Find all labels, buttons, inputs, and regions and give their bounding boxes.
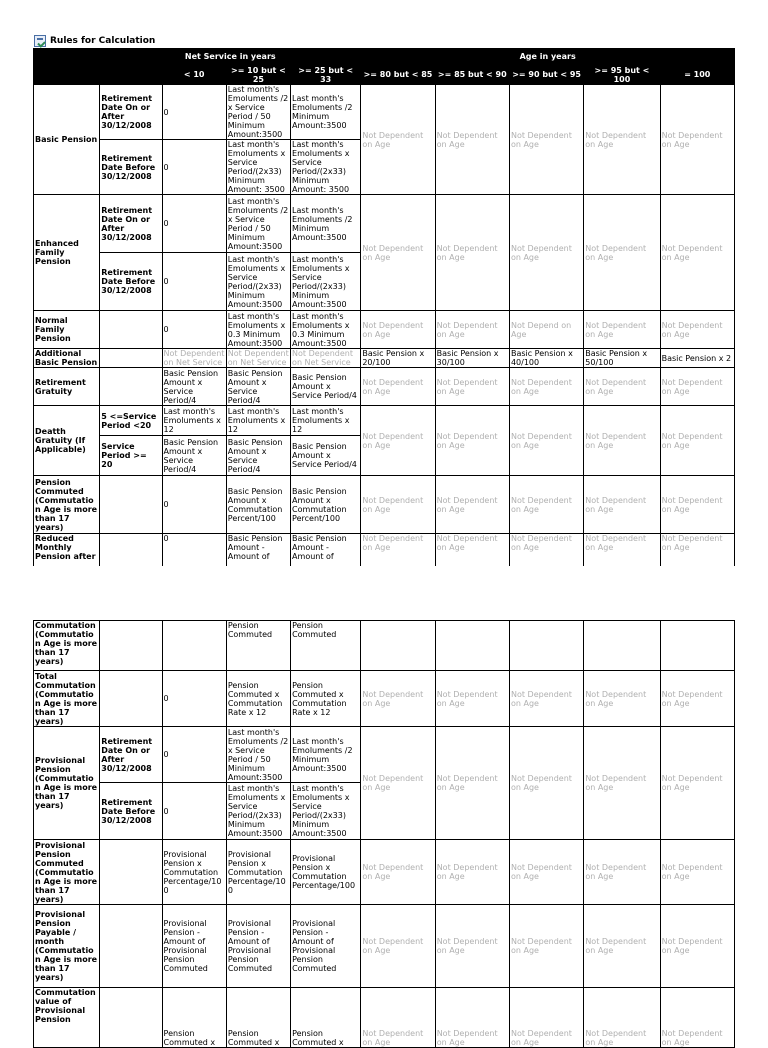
cell (100, 988, 162, 1048)
cell-na: Not Dependent on Age (660, 85, 734, 195)
cell-na: Not Dependent on Age (361, 988, 435, 1048)
cell (100, 621, 162, 671)
cell-na: Not Dependent on Age (510, 988, 584, 1048)
cell-na: Not Dependent on Age (509, 534, 583, 574)
cell-na: Not Dependent on Net Service (291, 349, 361, 368)
col-header: >= 95 but < 100 (584, 65, 660, 85)
cell-na: Not Dependent on Net Service (227, 349, 289, 367)
cell-na: Not Dependent on Age (510, 727, 584, 840)
cell-na: Not Dependent on Age (584, 727, 660, 840)
cell: 0 (162, 253, 226, 311)
rules-table-continued (33, 620, 735, 1048)
col-header: >= 25 but < 33 (291, 65, 361, 85)
cell-na: Not Dependent on Net Service (163, 349, 225, 367)
cell (435, 621, 509, 671)
cell: Basic Pension Amount x Service Period/4 (291, 436, 361, 476)
cell-na: Not Dependent on Age (510, 671, 584, 727)
row-label-death-gratuity: Deatth Gratuity (If Applicable) (34, 406, 100, 476)
cell-na: Not Dependent on Age (361, 905, 435, 988)
cell (100, 368, 162, 406)
cell (100, 905, 162, 988)
cell-na: Not Dependent on Age (584, 905, 660, 988)
cell: Last month's Emoluments x Service Period/(2x33) Minimum Amount: 3500 (226, 140, 290, 195)
cell-na: Not Dependent on Age (361, 840, 435, 905)
page-title (34, 33, 155, 49)
cell-na: Not Dependent on Age (584, 368, 660, 406)
cell-na: Not Dependent on Age (584, 311, 660, 349)
cell: Basic Pension Amount x Commutation Percent/100 (291, 476, 361, 534)
cell-na: Not Dependent on Age (361, 534, 435, 574)
cell: 0 (162, 476, 226, 534)
cell-na: Not Dependent on Age (660, 195, 734, 311)
row-label-comm-value: Commutation value of Provisional Pension (34, 988, 100, 1048)
cell-na: Not Depend on Age (509, 311, 583, 349)
cell: Last month's Emoluments x Service Period/(2x33) Minimum Amount: 3500 (291, 140, 361, 195)
cell-na: Not Dependent on Age (435, 534, 509, 574)
sub-label: Retirement Date On or After 30/12/2008 (100, 85, 162, 140)
sub-label: Retirement Date Before 30/12/2008 (100, 783, 162, 840)
cell: 0 (162, 727, 226, 783)
cell-na: Not Dependent on Age (509, 85, 583, 195)
cell-na: Not Dependent on Age (435, 476, 509, 534)
cell: Last month's Emoluments x Service Period/(2x33) Minimum Amount:3500 (291, 253, 361, 311)
row-label-prov-payable: Provisional Pension Payable / month (Commutation Age is more than 17 years) (34, 905, 100, 988)
cell: Last month's Emoluments x Service Period/(2x33) Minimum Amount:3500 (226, 253, 290, 311)
cell-na: Not Dependent on Age (660, 671, 734, 727)
cell-na: Not Dependent on Age (435, 406, 509, 476)
cell-na: Not Dependent on Age (584, 840, 660, 905)
cell: Basic Pension Amount x Service Period/4 (162, 368, 226, 406)
age-header: Age in years (361, 49, 735, 65)
calculator-icon (34, 35, 46, 47)
cell-na: Not Dependent on Age (435, 368, 509, 406)
cell (100, 476, 162, 534)
cell-na: Not Dependent on Age (584, 671, 660, 727)
cell: Last month's Emoluments x 12 (291, 406, 361, 436)
cell: 0 (162, 195, 226, 253)
cell: Basic Pension x 2 (660, 349, 734, 368)
net-service-header: Net Service in years (100, 49, 361, 65)
sub-label: Retirement Date Before 30/12/2008 (100, 140, 162, 195)
cell (584, 621, 660, 671)
row-label-enhanced: Enhanced Family Pension (34, 195, 100, 311)
col-header: >= 80 but < 85 (361, 65, 435, 85)
cell: Last month's Emoluments /2 Minimum Amount:3500 (291, 195, 361, 253)
cell-na: Not Dependent on Age (584, 406, 660, 476)
cell-na: Not Dependent on Age (660, 905, 734, 988)
cell-na: Not Dependent on Age (510, 905, 584, 988)
cell-na: Not Dependent on Age (584, 988, 660, 1048)
cell-na: Not Dependent on Age (361, 195, 435, 311)
cell: 0 (162, 783, 226, 840)
col-header: >= 90 but < 95 (509, 65, 583, 85)
cell: Basic Pension Amount x Service Period/4 (291, 368, 361, 406)
cell: 0 (162, 671, 226, 727)
sub-label: Retirement Date On or After 30/12/2008 (100, 727, 162, 783)
cell: Pension Commuted (291, 621, 361, 671)
cell: Last month's Emoluments /2 Minimum Amount:3500 (291, 727, 361, 783)
cell-na: Not Dependent on Age (660, 311, 734, 349)
cell-na: Not Dependent on Age (584, 534, 660, 574)
cell (100, 671, 162, 727)
col-header (100, 65, 162, 85)
cell-na: Not Dependent on Age (584, 476, 660, 534)
page-break (0, 566, 768, 620)
cell (361, 621, 435, 671)
row-label-reduced: Reduced Monthly Pension after (34, 534, 100, 574)
cell: Basic Pension x 20/100 (361, 349, 435, 368)
row-label-gratuity: Retirement Gratuity (34, 368, 100, 406)
col-header: >= 10 but < 25 (226, 65, 290, 85)
cell-na: Not Dependent on Age (361, 727, 435, 840)
cell-na: Not Dependent on Age (361, 476, 435, 534)
cell: Basic Pension Amount x Service Period/4 (226, 436, 290, 476)
cell: Provisional Pension x Commutation Percentage/100 (226, 840, 290, 905)
cell: Last month's Emoluments x Service Period/(2x33) Minimum Amount:3500 (291, 783, 361, 840)
cell-na: Not Dependent on Age (435, 85, 509, 195)
cell (100, 311, 162, 349)
cell-na: Not Dependent on Age (435, 311, 509, 349)
cell: 0 (162, 85, 226, 140)
cell: Basic Pension x 40/100 (509, 349, 583, 368)
cell: Last month's Emoluments /2 x Service Period / 50 Minimum Amount:3500 (226, 727, 290, 783)
row-label-total-commutation: Total Commutation (Commutation Age is more than 17 years) (34, 671, 100, 727)
cell-na: Not Dependent on Age (361, 406, 435, 476)
cell: Last month's Emoluments x 0.3 Minimum Amount:3500 (226, 311, 290, 349)
row-label-prov-commuted: Provisional Pension Commuted (Commutation Age is more than 17 years) (34, 840, 100, 905)
page-title-text: Rules for Calculation (50, 36, 156, 46)
cell: Provisional Pension x Commutation Percentage/100 (291, 840, 361, 905)
row-label-reduced-cont: Commutation (Commutation Age is more than 17 years) (34, 621, 100, 671)
cell-na: Not Dependent on Age (660, 406, 734, 476)
cell-na: Not Dependent on Age (361, 85, 435, 195)
cell: Basic Pension Amount - Amount of (291, 534, 361, 574)
cell: Last month's Emoluments x 0.3 Minimum Amount:3500 (291, 311, 361, 349)
cell: Pension Commuted x (291, 988, 361, 1048)
cell-na: Not Dependent on Age (435, 671, 509, 727)
cell-na: Not Dependent on Age (584, 195, 660, 311)
cell-na: Not Dependent on Age (509, 406, 583, 476)
cell: Basic Pension Amount - Amount of (226, 534, 290, 574)
cell: Basic Pension Amount x Service Period/4 (226, 368, 290, 406)
col-header: >= 85 but < 90 (435, 65, 509, 85)
col-header: = 100 (660, 65, 734, 85)
cell-na: Not Dependent on Age (361, 311, 435, 349)
sub-label: Service Period >= 20 (100, 436, 162, 476)
cell: Provisional Pension - Amount of Provisional Pension Commuted (291, 905, 361, 988)
cell-na: Not Dependent on Age (435, 840, 509, 905)
cell-na: Not Dependent on Age (509, 368, 583, 406)
cell-na: Not Dependent on Age (660, 727, 734, 840)
cell (510, 621, 584, 671)
cell: Basic Pension x 50/100 (584, 349, 660, 368)
cell: Pension Commuted x (226, 988, 290, 1048)
cell (100, 840, 162, 905)
cell: Provisional Pension x Commutation Percentage/100 (162, 840, 226, 905)
cell (100, 349, 162, 368)
cell-na: Not Dependent on Age (435, 195, 509, 311)
sub-label: Retirement Date On or After 30/12/2008 (100, 195, 162, 253)
row-label-basic-pension: Basic Pension (34, 85, 100, 195)
cell-na: Not Dependent on Age (509, 476, 583, 534)
corner-header (34, 49, 100, 85)
cell: Pension Commuted (226, 621, 290, 671)
cell-na: Not Dependent on Age (584, 85, 660, 195)
sub-label: 5 <=Service Period <20 (100, 406, 162, 436)
cell: Basic Pension Amount x Commutation Percent/100 (226, 476, 290, 534)
col-header: < 10 (162, 65, 226, 85)
cell-na: Not Dependent on Age (660, 840, 734, 905)
cell: Last month's Emoluments /2 x Service Period / 50 Minimum Amount:3500 (226, 85, 290, 140)
cell (660, 621, 734, 671)
cell-na: Not Dependent on Age (361, 368, 435, 406)
rules-table (33, 48, 735, 574)
cell: Basic Pension x 30/100 (435, 349, 509, 368)
row-label-normal-family: Normal Family Pension (34, 311, 100, 349)
cell: Pension Commuted x (162, 988, 226, 1048)
cell: Last month's Emoluments /2 Minimum Amount:3500 (291, 85, 361, 140)
cell-na: Not Dependent on Age (510, 840, 584, 905)
cell: Last month's Emoluments x 12 (226, 406, 290, 436)
row-label-additional: Additional Basic Pension (34, 349, 100, 368)
cell-na: Not Dependent on Age (361, 671, 435, 727)
cell (162, 621, 226, 671)
cell-na: Not Dependent on Age (660, 368, 734, 406)
cell: Provisional Pension - Amount of Provisional Pension Commuted (226, 905, 290, 988)
cell: 0 (162, 311, 226, 349)
cell: Provisional Pension - Amount of Provisional Pension Commuted (162, 905, 226, 988)
cell: Pension Commuted x Commutation Rate x 12 (291, 671, 361, 727)
cell-na: Not Dependent on Age (435, 905, 509, 988)
cell-na: Not Dependent on Age (435, 988, 509, 1048)
cell: Last month's Emoluments x 12 (162, 406, 226, 436)
cell-na: Not Dependent on Age (660, 988, 734, 1048)
cell-na: Not Dependent on Age (660, 534, 734, 574)
cell: Last month's Emoluments x Service Period/(2x33) Minimum Amount:3500 (226, 783, 290, 840)
cell: Last month's Emoluments /2 x Service Period / 50 Minimum Amount:3500 (226, 195, 290, 253)
row-label-provisional: Provisional Pension (Commutation Age is more than 17 years) (34, 727, 100, 840)
cell: 0 (162, 534, 226, 574)
cell-na: Not Dependent on Age (435, 727, 509, 840)
cell-na: Not Dependent on Age (509, 195, 583, 311)
cell: Basic Pension Amount x Service Period/4 (162, 436, 226, 476)
cell: 0 (162, 140, 226, 195)
row-label-pension-commuted: Pension Commuted (Commutation Age is more than 17 years) (34, 476, 100, 534)
sub-label: Retirement Date Before 30/12/2008 (100, 253, 162, 311)
cell-na: Not Dependent on Age (660, 476, 734, 534)
cell: Pension Commuted x Commutation Rate x 12 (226, 671, 290, 727)
